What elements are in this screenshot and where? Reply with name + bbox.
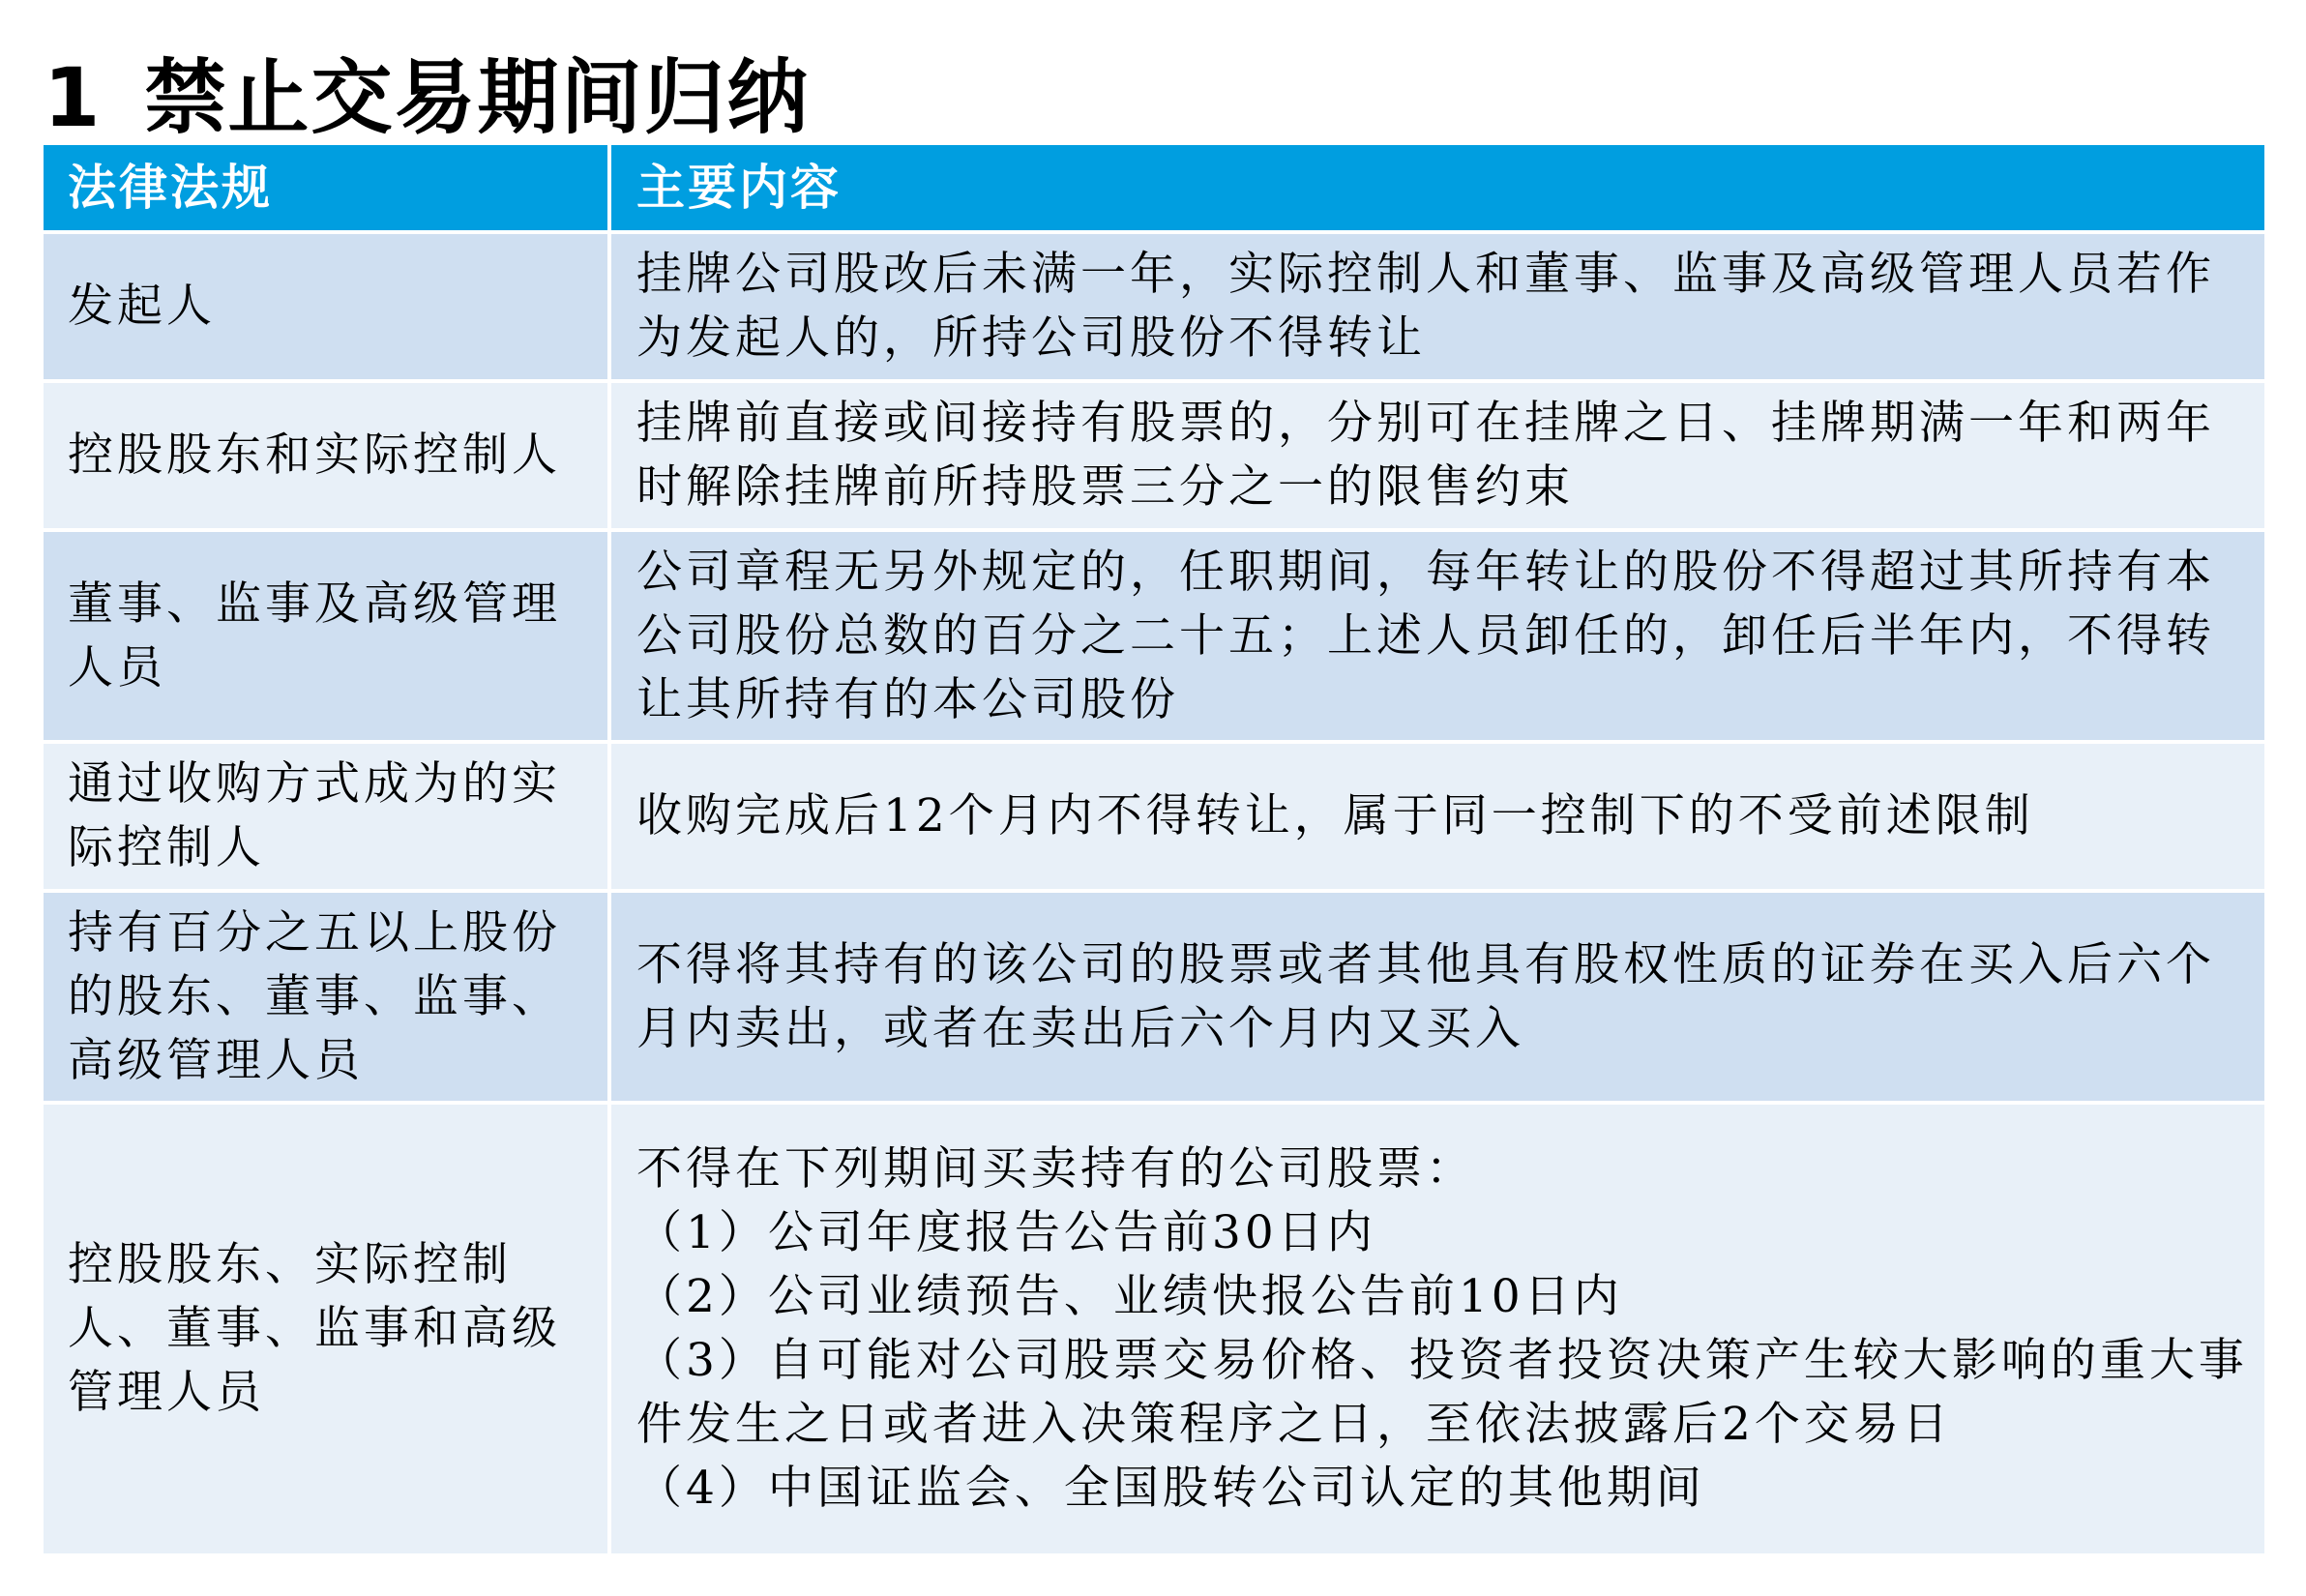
page-title	[44, 44, 810, 151]
row-content: 不得将其持有的该公司的股票或者其他具有股权性质的证券在买入后六个月内卖出，或者在卖出后六个月内又买入	[611, 893, 2264, 1101]
row-subject: 董事、监事及高级管理人员	[44, 532, 607, 740]
row-subject: 持有百分之五以上股份的股东、董事、监事、高级管理人员	[44, 893, 607, 1101]
page-number: 1	[44, 50, 103, 145]
column-header-content: 主要内容	[611, 145, 2264, 230]
row-subject: 控股股东、实际控制人、董事、监事和高级管理人员	[44, 1105, 607, 1553]
restricted-period-list	[636, 1201, 2259, 1521]
row-subject: 发起人	[44, 234, 607, 379]
row-content: 收购完成后12个月内不得转让，属于同一控制下的不受前述限制	[611, 744, 2264, 889]
content-intro: 不得在下列期间买卖持有的公司股票：	[636, 1142, 1475, 1196]
restriction-table	[44, 145, 2264, 1569]
page-title-text: 禁止交易期间归纳	[144, 50, 811, 145]
column-header-law: 法律法规	[44, 145, 607, 230]
row-content: 公司章程无另外规定的，任职期间，每年转让的股份不得超过其所持有本公司股份总数的百分之二十五；上述人员卸任的，卸任后半年内，不得转让其所持有的本公司股份	[611, 532, 2264, 740]
row-content: 挂牌前直接或间接持有股票的，分别可在挂牌之日、挂牌期满一年和两年时解除挂牌前所持股票三分之一的限售约束	[611, 383, 2264, 528]
list-item: （4）中国证监会、全国股转公司认定的其他期间	[636, 1462, 1705, 1515]
row-content: 挂牌公司股改后未满一年，实际控制人和董事、监事及高级管理人员若作为发起人的，所持公司股份不得转让	[611, 234, 2264, 379]
list-item: （1）公司年度报告公告前30日内	[636, 1206, 1376, 1259]
list-item: （2）公司业绩预告、业绩快报公告前10日内	[636, 1270, 1623, 1323]
row-subject: 控股股东和实际控制人	[44, 383, 607, 528]
list-item: （3）自可能对公司股票交易价格、投资者投资决策产生较大影响的重大事件发生之日或者进入决策程序之日，至依法披露后2个交易日	[636, 1334, 2248, 1451]
row-subject: 通过收购方式成为的实际控制人	[44, 744, 607, 889]
row-content	[611, 1105, 2264, 1553]
